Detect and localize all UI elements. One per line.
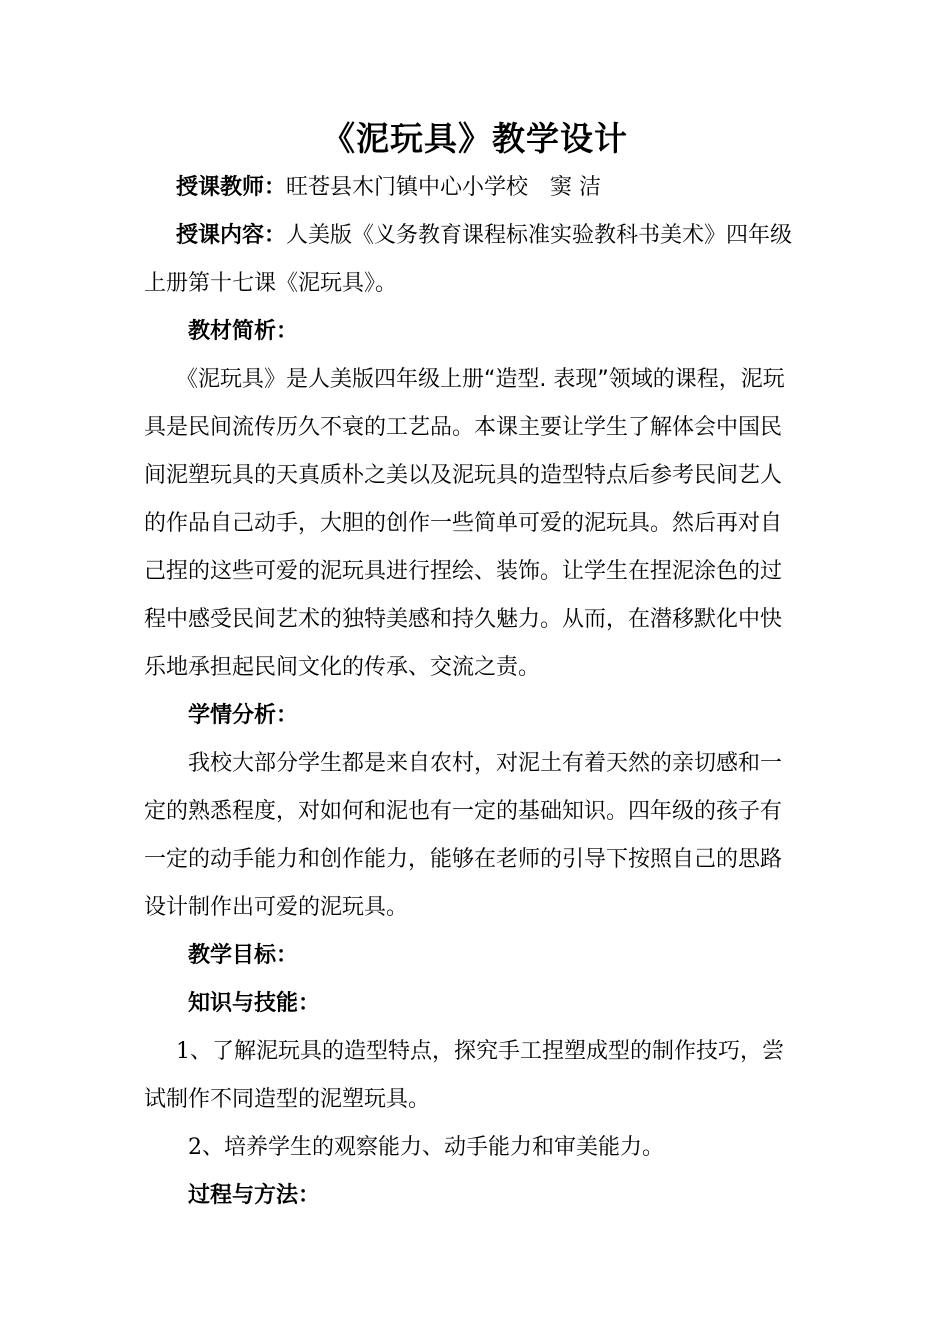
skill-item-1 [176,1036,784,1068]
paragraph-line: 设计制作出可爱的泥玩具。 [144,895,409,920]
paragraph-line: 乐地承担起民间文化的传承、交流之责。 [144,655,541,680]
paragraph-line: 己捏的这些可爱的泥玩具进行捏绘、装饰。让学生在捏泥涂色的过 [144,559,783,584]
paragraph-line: 我校大部分学生都是来自农村，对泥土有着天然的亲切感和一 [188,751,783,776]
textbook-heading: 教材简析： [188,319,299,344]
process-heading: 过程与方法： [188,1183,321,1208]
skill-item-number: 2 [188,1135,202,1160]
paragraph-line: 定的熟悉程度，对如何和泥也有一定的基础知识。四年级的孩子有 [144,799,783,824]
paragraph-line: 《泥玩具》是人美版四年级上册“造型. 表现”领域的课程，泥玩 [176,367,785,392]
paragraph-line: 具是民间流传历久不衰的工艺品。本课主要让学生了解体会中国民 [144,415,783,440]
skill-item-text: 、培养学生的观察能力、动手能力和审美能力。 [202,1135,665,1160]
teacher-value: 旺苍县木门镇中心小学校 窦 洁 [286,175,602,200]
paragraph-line: 间泥塑玩具的天真质朴之美以及泥玩具的造型特点后参考民间艺人 [144,463,783,488]
document-title: 《泥玩具》教学设计 [322,119,628,158]
skill-item-1-continuation: 试制作不同造型的泥塑玩具。 [144,1087,431,1112]
skill-item-2 [188,1132,664,1164]
teacher-line [176,172,601,204]
paragraph-line: 一定的动手能力和创作能力，能够在老师的引导下按照自己的思路 [144,847,783,872]
content-line [176,220,792,252]
content-continuation: 上册第十七课《泥玩具》。 [144,271,398,296]
skill-item-number: 1 [176,1039,190,1064]
goals-heading: 教学目标： [188,943,299,968]
students-heading: 学情分析： [188,703,299,728]
skill-item-text: 、了解泥玩具的造型特点，探究手工捏塑成型的制作技巧，尝 [190,1039,785,1064]
skills-heading: 知识与技能： [188,991,321,1016]
paragraph-line: 程中感受民间艺术的独特美感和持久魅力。从而，在潜移默化中快 [144,607,783,632]
teacher-label: 授课教师： [176,175,287,200]
content-value: 人美版《义务教育课程标准实验教科书美术》四年级 [286,223,793,248]
content-label: 授课内容： [176,223,287,248]
paragraph-line: 的作品自己动手，大胆的创作一些简单可爱的泥玩具。然后再对自 [144,511,783,536]
